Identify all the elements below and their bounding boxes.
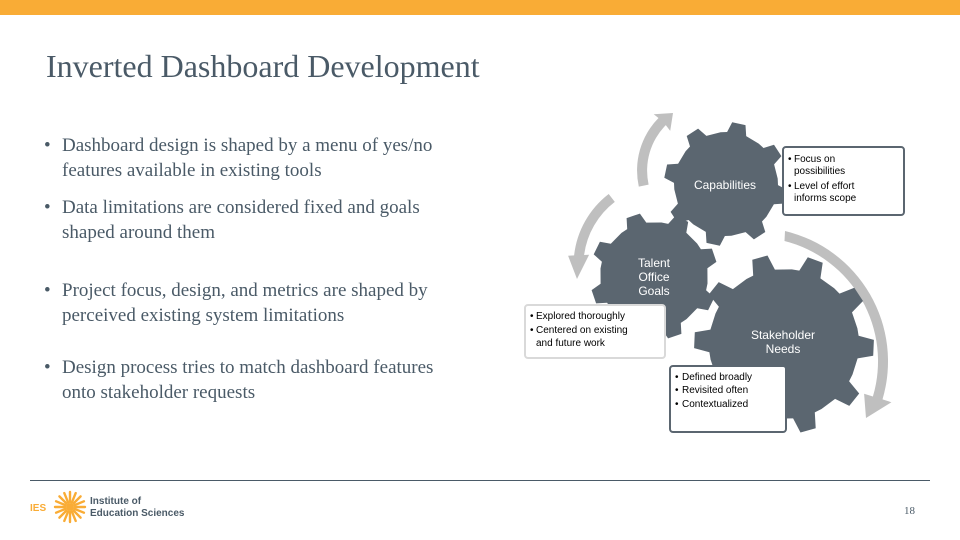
callout-bullet: • bbox=[675, 399, 679, 410]
callout-bullet: • bbox=[788, 154, 792, 165]
slide-title: Inverted Dashboard Development bbox=[46, 48, 480, 84]
capabilities-callout bbox=[783, 147, 904, 215]
bullet-item: • Project focus, design, and metrics are shaped by perceived existing system limitations bbox=[44, 278, 454, 328]
bullet-item: • Data limitations are considered fixed and goals shaped around them bbox=[44, 195, 454, 245]
bullet-item: • Design process tries to match dashboard features onto stakeholder requests bbox=[44, 355, 454, 405]
callout-item-line: Level of effort bbox=[794, 181, 855, 192]
gear-label-line: Goals bbox=[638, 284, 670, 298]
talent-office-goals-label bbox=[638, 256, 671, 298]
callout-item-line: Defined broadly bbox=[682, 372, 753, 383]
callout-item-line: Explored thoroughly bbox=[536, 311, 625, 322]
page-number: 18 bbox=[904, 505, 915, 517]
bullet-item: • Dashboard design is shaped by a menu of yes/no features available in existing tools bbox=[44, 133, 454, 183]
logo-name-line: Education Sciences bbox=[90, 508, 185, 519]
callout-item-line: Centered on existing bbox=[536, 325, 628, 336]
callout-item-line: Focus on bbox=[794, 154, 836, 165]
logo-name-line: Institute of bbox=[90, 496, 142, 507]
talent-office-goals-callout bbox=[525, 305, 665, 358]
gear-label-line: Needs bbox=[765, 342, 801, 356]
sunburst-icon bbox=[55, 492, 85, 522]
gear-label-line: Capabilities bbox=[693, 178, 757, 192]
callout-bullet: • bbox=[530, 325, 534, 336]
callout-item-line: Contextualized bbox=[682, 399, 749, 410]
callout-bullet: • bbox=[788, 181, 792, 192]
callout-item-line: Revisited often bbox=[682, 385, 749, 396]
ies-logo bbox=[30, 488, 90, 528]
stakeholder-needs-callout bbox=[670, 366, 786, 432]
logo-abbrev: IES bbox=[30, 503, 47, 514]
gear-label-line: Stakeholder bbox=[750, 328, 816, 342]
callout-bullet: • bbox=[675, 385, 679, 396]
footer-divider bbox=[30, 480, 930, 481]
callout-item-line: and future work bbox=[536, 338, 605, 349]
callout-item-line: possibilities bbox=[794, 166, 846, 177]
gear-label-line: Office bbox=[638, 270, 670, 284]
logo-name bbox=[90, 496, 184, 520]
callout-bullet: • bbox=[675, 372, 679, 383]
callout-bullet: • bbox=[530, 311, 534, 322]
callout-item-line: informs scope bbox=[794, 193, 857, 204]
gear-label-line: Talent bbox=[637, 256, 671, 270]
capabilities-label bbox=[694, 178, 756, 192]
sunburst-core bbox=[66, 503, 74, 511]
